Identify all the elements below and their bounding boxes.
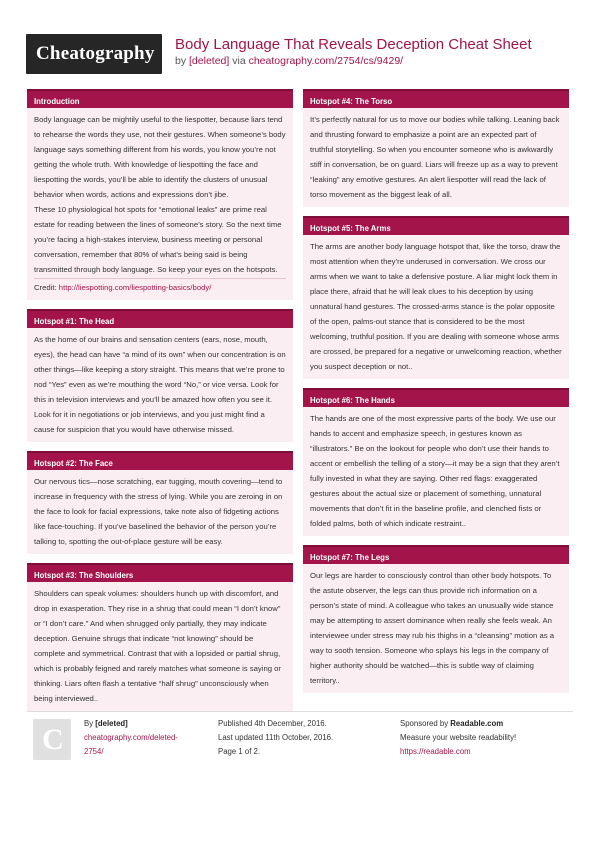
section-face [27,451,293,554]
byline-via: via [232,55,246,67]
footer-author-url-2[interactable]: 2754/ [84,747,104,756]
section-heading: Hotspot #4: The Torso [303,89,569,108]
section-body: The arms are another body language hotspot that, like the torso, draw the most attention when they’re underused in conversation. We cross our arms when we want to take a defensive posture. A liar might lock them in place there, afraid that he will leak clues to his deception by using unnatural hand gestures. The crossed-arms stance is the polar opposite of the open, palms-out stance that is considered to be the most welcoming, truthful position. If you are dealing with someone whose arms are crossed, be prepared for a negative or unwelcoming reaction, whether you suspect deception or not.. [303,235,569,379]
section-heading: Hotspot #7: The Legs [303,545,569,564]
section-torso [303,89,569,207]
section-hands [303,388,569,536]
updated-date: Last updated 11th October, 2016. [218,733,334,742]
section-body: It’s perfectly natural for us to move our bodies while talking. Leaning back and thrusting forward to emphasize a point are an expected part of truthful storytelling. So when you encounter someone who is awkwardly stiff in conversation, be on guard. Liars will freeze up as a way to prevent “leaking” any emotive gestures. An alert liespotter will read the lack of torso movement as the biggest leak of all. [303,108,569,207]
section-body: Shoulders can speak volumes: shoulders hunch up with discomfort, and drop in exasperation. They rise in a shrug that could mean “I don’t know” or “I don’t care.” And when shrugged only partially, they may indicate deception. Genuine shrugs that indicate “not knowing” should be complete and symmetrical. Contrast that with a lopsided or partial shrug, which is probably feigned and rarely matches what someone is saying or thinking. Liars often flash a tentative “half shrug” unconsciously when being interviewed.. [27,582,293,711]
sponsor-name: Readable.com [450,719,504,728]
page-title: Body Language That Reveals Deception Cheat Sheet [175,36,532,53]
footer-sponsor [400,717,516,759]
published-date: Published 4th December, 2016. [218,719,327,728]
section-arms [303,216,569,379]
sponsor-text: Measure your website readability! [400,733,517,742]
section-heading: Hotspot #1: The Head [27,309,293,328]
section-body: The hands are one of the most expressive parts of the body. We use our hands to accent and emphasize speech, in gestures known as “illustrators.” Be on the lookout for people who don’t use their hands to accent or embellish the telling of a story—it may be a sign that they aren’t fully invested in what they are saying. Other red flags: exaggerated gestures about the actual size or placement of something, unnatural movements that don’t fit in the baseline profile, and clenched fists or folded palms, both of which indicate restraint.. [303,407,569,536]
byline-prefix: by [175,55,187,67]
credit-line [34,278,286,295]
section-body: As the home of our brains and sensation centers (ears, nose, mouth, eyes), the head can have “a mind of its own” when our concentration is on other things—like keeping a story straight. This means that we’re prone to nod “Yes” even as we’re mouthing the word “No,” or vice versa. Look for this in television interviews and you’ll be amazed how often you see it. Look for it in negotiations or job interviews, and you just might find a cause for suspicion that you would have otherwise missed. [27,328,293,442]
credit-label: Credit: [34,283,57,292]
intro-paragraph-1: Body language can be mightily useful to the liespotter, because liars tend to rehearse the words they use, not their gestures. When someone’s body language says something different from his words, you know you’re not getting the whole truth. With knowledge of liespotting the face and liespotting the words, you’ll be able to identify the clusters of unusual behavior when words, actions and expressions don’t jibe. [34,115,286,199]
section-heading: Hotspot #6: The Hands [303,388,569,407]
credit-link[interactable]: http://liespotting.com/liespotting-basics/body/ [58,283,212,292]
page-number: Page 1 of 2. [218,747,261,756]
sheet-url-link[interactable]: cheatography.com/2754/cs/9429/ [248,55,404,67]
section-body [27,108,293,300]
right-column [303,89,569,702]
section-head [27,309,293,442]
section-body: Our legs are harder to consciously control than other body hotspots. To the astute observer, the legs can thus provide rich information on a person’s state of mind. A colleague who takes an unusually wide stance may be attempting to assert dominance when really she feels weak. An interviewee under stress may rub his thighs in a “cleansing” motion as a way to sooth tension. Someone who splays his legs in the company of higher authority should be watched—this is subtle way of claiming territory.. [303,564,569,693]
icon-letter: C [42,723,64,756]
section-legs [303,545,569,693]
footer-author [84,717,178,759]
byline [175,55,403,67]
sponsor-link[interactable]: https://readable.com [400,747,471,756]
page-header [26,34,576,74]
footer-dates [218,717,333,759]
page-footer [27,711,573,771]
section-body: Our nervous tics—nose scratching, ear tugging, mouth covering—tend to increase in frequency with the stress of lying. While you are zeroing in on the face to look for facial expressions, take note also of fidgeting actions like face-touching. If you’ve baselined the behavior of the person you’re talking to, spotting the out-of-place gesture will be easy. [27,470,293,554]
sponsor-prefix: Sponsored by [400,719,449,728]
footer-author-name: [deleted] [95,719,128,728]
author-link[interactable]: [deleted] [189,55,230,67]
section-shoulders [27,563,293,711]
section-introduction [27,89,293,300]
footer-by-prefix: By [84,719,94,728]
section-heading: Hotspot #5: The Arms [303,216,569,235]
left-column [27,89,293,720]
section-heading: Hotspot #3: The Shoulders [27,563,293,582]
cheatography-logo[interactable] [26,34,162,74]
cheatography-c-icon [33,719,71,760]
intro-paragraph-2: These 10 physiological hot spots for “emotional leaks” are prime real estate for reading between the lines of someone’s story. So the next time you’re facing a high-stakes interview, business meeting or personal conversation, remember that 80% of what’s being said is being transmitted through body language. So keep your eyes on the hotspots. [34,205,282,274]
section-heading: Introduction [27,89,293,108]
logo-text: Cheatography [36,43,155,64]
footer-author-url-1[interactable]: cheatography.com/deleted- [84,733,178,742]
section-heading: Hotspot #2: The Face [27,451,293,470]
